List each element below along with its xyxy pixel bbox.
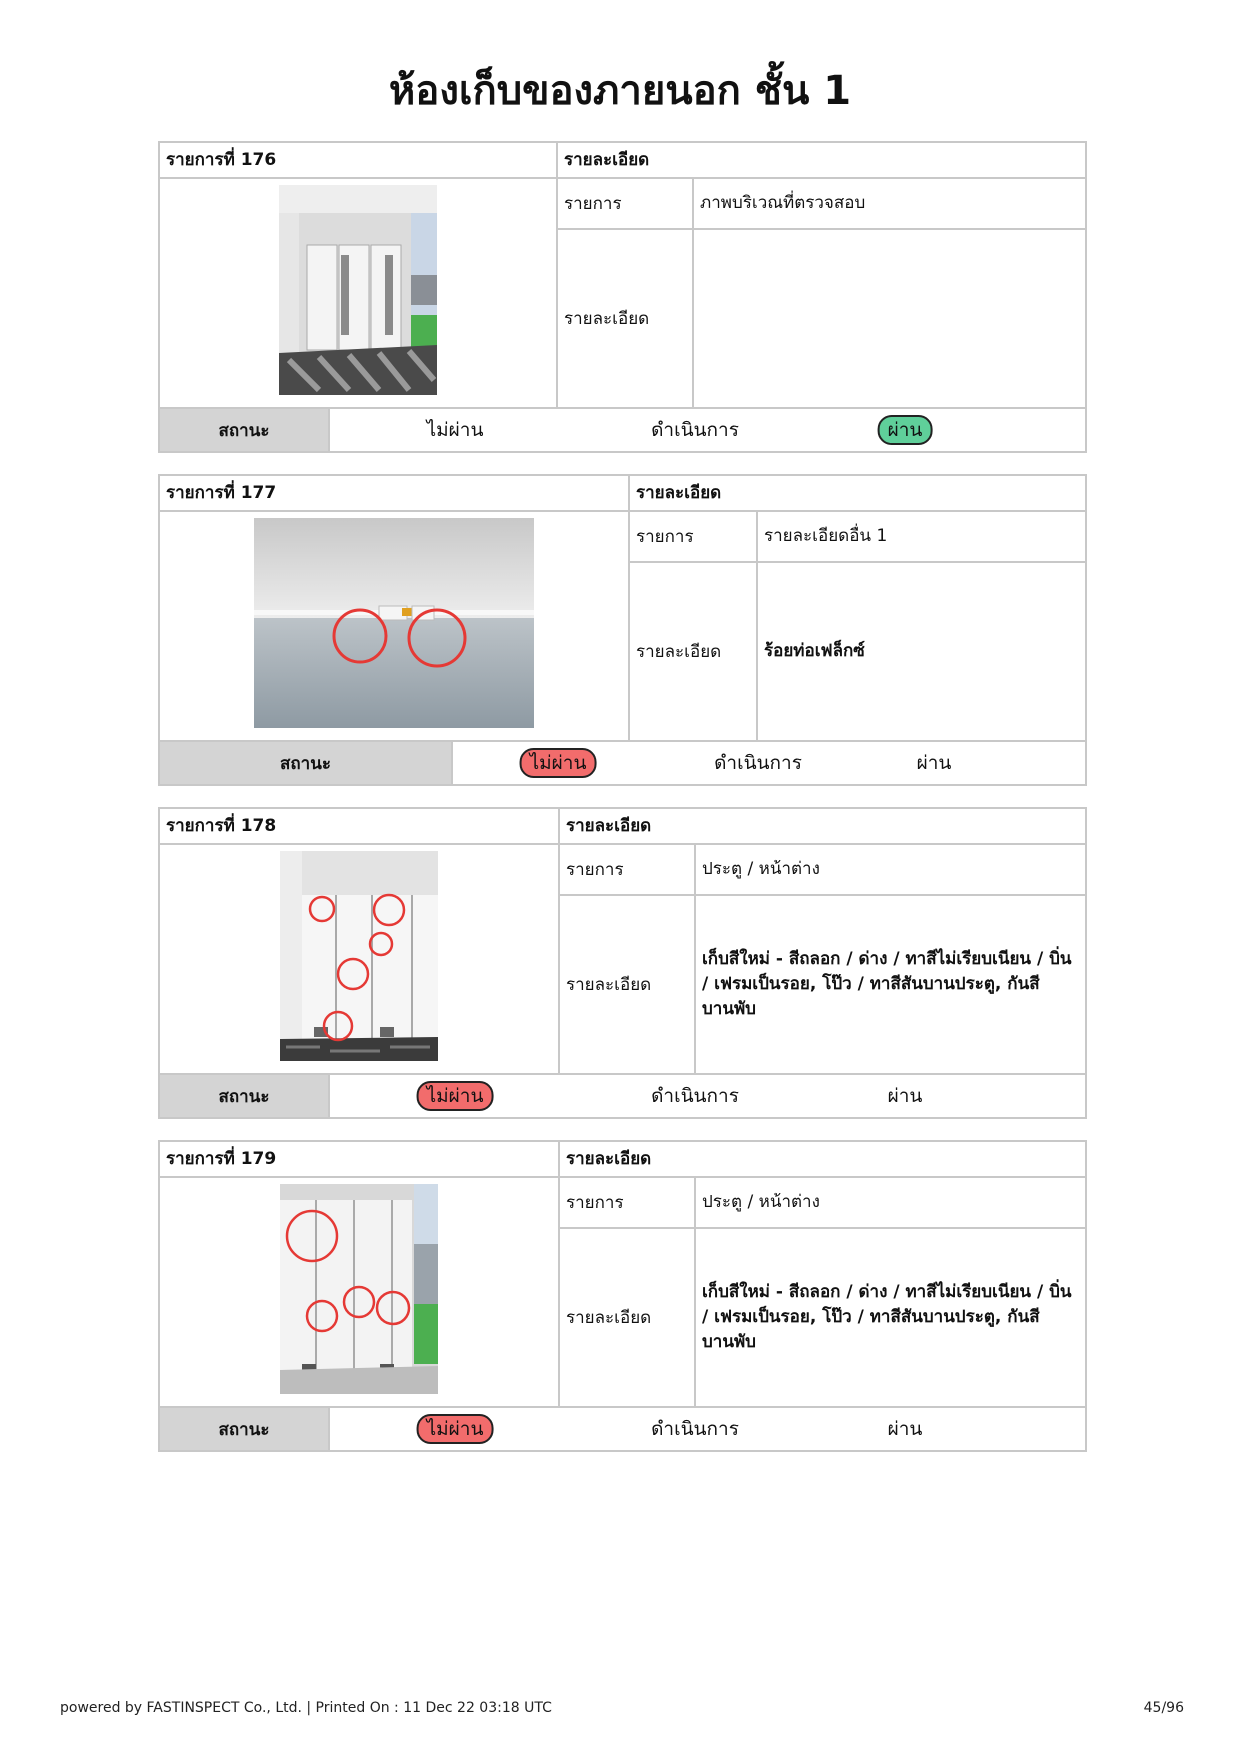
description-row bbox=[630, 563, 1085, 740]
description-row bbox=[558, 230, 1085, 407]
card-body bbox=[160, 512, 1085, 742]
status-fail-option-selected[interactable]: ไม่ผ่าน bbox=[417, 1081, 494, 1111]
status-in-progress-option[interactable]: ดำเนินการ bbox=[651, 419, 739, 441]
item-value: รายละเอียดอื่น 1 bbox=[764, 526, 888, 546]
description-label: รายละเอียด bbox=[560, 896, 696, 1073]
item-row bbox=[560, 1178, 1085, 1229]
item-value: ประตู / หน้าต่าง bbox=[702, 859, 820, 879]
card-header bbox=[160, 143, 1085, 179]
card-header bbox=[160, 809, 1085, 845]
status-options bbox=[330, 1075, 1085, 1117]
detail-panel bbox=[560, 1178, 1085, 1406]
status-label: สถานะ bbox=[160, 1408, 330, 1450]
item-label: รายการ bbox=[558, 179, 694, 228]
status-fail-option[interactable]: ไม่ผ่าน bbox=[426, 419, 484, 441]
status-label: สถานะ bbox=[160, 1075, 330, 1117]
status-label: สถานะ bbox=[160, 409, 330, 451]
inspection-photo[interactable] bbox=[280, 1184, 438, 1394]
inspection-photo[interactable] bbox=[280, 851, 438, 1061]
item-label: รายการ bbox=[630, 512, 758, 561]
photo-cell bbox=[160, 1178, 560, 1406]
page-title: ห้องเก็บของภายนอก ชั้น 1 bbox=[388, 68, 852, 114]
card-body bbox=[160, 1178, 1085, 1408]
item-row bbox=[558, 179, 1085, 230]
status-row bbox=[160, 742, 1085, 784]
status-in-progress-option[interactable]: ดำเนินการ bbox=[714, 752, 802, 774]
card-body bbox=[160, 845, 1085, 1075]
item-number: รายการที่ 179 bbox=[160, 1142, 560, 1176]
inspection-card-176 bbox=[158, 141, 1087, 453]
status-pass-option-selected[interactable]: ผ่าน bbox=[878, 415, 933, 445]
inspection-photo[interactable] bbox=[254, 518, 534, 728]
card-body bbox=[160, 179, 1085, 409]
item-label: รายการ bbox=[560, 845, 696, 894]
inspection-photo[interactable] bbox=[279, 185, 437, 395]
photo-cell bbox=[160, 512, 630, 740]
page-number: 45/96 bbox=[1143, 1700, 1184, 1716]
description-value: เก็บสีใหม่ - สีถลอก / ด่าง / ทาสีไม่เรียบเนียน / บิ่น / เฟรมเป็นรอย, โป๊ว / ทาสีสันบานประตู, กันสีบานพับ bbox=[702, 1282, 1072, 1352]
description-label: รายละเอียด bbox=[560, 1229, 696, 1406]
status-pass-option[interactable]: ผ่าน bbox=[916, 752, 952, 774]
item-number: รายการที่ 176 bbox=[160, 143, 558, 177]
photo-cell bbox=[160, 179, 558, 407]
item-row bbox=[630, 512, 1085, 563]
status-row bbox=[160, 1408, 1085, 1450]
inspection-card-177 bbox=[158, 474, 1087, 786]
footer-credit: powered by FASTINSPECT Co., Ltd. | Printed On : 11 Dec 22 03:18 UTC bbox=[60, 1700, 552, 1716]
item-label: รายการ bbox=[560, 1178, 696, 1227]
detail-header: รายละเอียด bbox=[566, 816, 652, 836]
card-header bbox=[160, 476, 1085, 512]
inspection-card-179 bbox=[158, 1140, 1087, 1452]
status-fail-option-selected[interactable]: ไม่ผ่าน bbox=[417, 1414, 494, 1444]
description-label: รายละเอียด bbox=[558, 230, 694, 407]
item-row bbox=[560, 845, 1085, 896]
status-options bbox=[453, 742, 1085, 784]
description-label: รายละเอียด bbox=[630, 563, 758, 740]
detail-panel bbox=[630, 512, 1085, 740]
status-options bbox=[330, 1408, 1085, 1450]
inspection-card-178 bbox=[158, 807, 1087, 1119]
status-in-progress-option[interactable]: ดำเนินการ bbox=[651, 1085, 739, 1107]
description-value: ร้อยท่อเฟล็กซ์ bbox=[764, 641, 865, 661]
description-value bbox=[694, 230, 1085, 407]
detail-header: รายละเอียด bbox=[564, 150, 650, 170]
status-row bbox=[160, 1075, 1085, 1117]
description-value: เก็บสีใหม่ - สีถลอก / ด่าง / ทาสีไม่เรียบเนียน / บิ่น / เฟรมเป็นรอย, โป๊ว / ทาสีสันบานประตู, กันสีบานพับ bbox=[702, 949, 1072, 1019]
detail-panel bbox=[560, 845, 1085, 1073]
detail-header: รายละเอียด bbox=[566, 1149, 652, 1169]
status-row bbox=[160, 409, 1085, 451]
item-number: รายการที่ 178 bbox=[160, 809, 560, 843]
status-label: สถานะ bbox=[160, 742, 453, 784]
item-number: รายการที่ 177 bbox=[160, 476, 630, 510]
detail-header: รายละเอียด bbox=[636, 483, 722, 503]
status-pass-option[interactable]: ผ่าน bbox=[887, 1085, 923, 1107]
item-value: ภาพบริเวณที่ตรวจสอบ bbox=[700, 193, 866, 213]
status-options bbox=[330, 409, 1085, 451]
detail-panel bbox=[558, 179, 1085, 407]
item-value: ประตู / หน้าต่าง bbox=[702, 1192, 820, 1212]
status-in-progress-option[interactable]: ดำเนินการ bbox=[651, 1418, 739, 1440]
status-pass-option[interactable]: ผ่าน bbox=[887, 1418, 923, 1440]
photo-cell bbox=[160, 845, 560, 1073]
description-row bbox=[560, 1229, 1085, 1406]
status-fail-option-selected[interactable]: ไม่ผ่าน bbox=[520, 748, 597, 778]
description-row bbox=[560, 896, 1085, 1073]
card-header bbox=[160, 1142, 1085, 1178]
